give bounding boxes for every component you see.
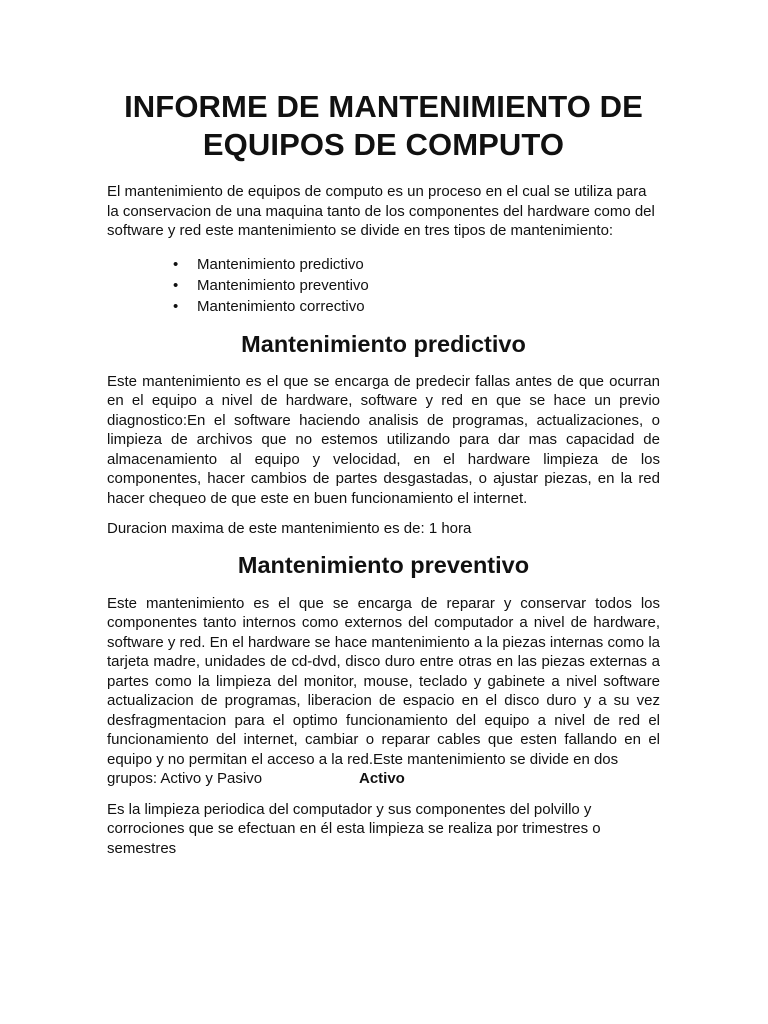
paragraph-line: componentes tanto internos como externos del computador a nivel de hardware, <box>107 614 660 631</box>
document-page <box>107 88 660 858</box>
activo-paragraph <box>107 800 660 859</box>
list-item <box>173 254 660 275</box>
paragraph-line: Este mantenimiento es el que se encarga de predecir fallas antes de que ocurran <box>107 372 660 390</box>
bullet-icon: • <box>173 255 179 273</box>
list-item-label: Mantenimiento predictivo <box>197 255 364 273</box>
duracion-text: Duracion maxima de este mantenimiento es de: 1 hora <box>107 520 472 537</box>
bullet-icon: • <box>173 276 179 294</box>
bullet-icon: • <box>173 297 179 315</box>
paragraph-line: componentes, hacer cambios de partes desgastadas, o ajustar piezas, en la red <box>107 470 660 487</box>
list-item <box>173 296 660 317</box>
paragraph-line: funcionamiento del internet, cambiar o reparar cables que esten fallando en el <box>107 731 660 748</box>
paragraph-line: actualizacion de programas, liberacion de espacio en el disco duro y a su vez <box>107 692 660 709</box>
document-title <box>107 88 660 164</box>
paragraph-line: almacenamiento al equipo y velocidad, en el hardware limpieza de los <box>107 450 660 468</box>
paragraph-line: software y red. En el hardware se hace mantenimiento a la piezas internas como <box>107 633 645 651</box>
paragraph-line: diagnostico:En el software haciendo analisis de programas, actualizaciones, o <box>107 411 660 429</box>
paragraph-line: semestres <box>107 839 177 857</box>
paragraph-line: a partes como la limpieza del monitor, mouse, teclado y gabinete a nivel software <box>107 653 660 690</box>
list-item-label: Mantenimiento correctivo <box>197 297 365 315</box>
paragraph-line: Es la limpieza periodica del computador y sus componentes del polvillo y <box>107 800 592 818</box>
list-item <box>173 275 660 296</box>
document-title-line-2: EQUIPOS DE COMPUTO <box>202 127 565 162</box>
list-item-label: Mantenimiento preventivo <box>197 276 369 294</box>
paragraph-line: limpieza de archivos que no estemos utilizando para dar mas capacidad de <box>107 431 660 448</box>
intro-line: El mantenimiento de equipos de computo es un proceso en el cual se utiliza para <box>107 183 647 200</box>
maintenance-types-list <box>107 254 660 317</box>
paragraph-line: hacer chequeo de que este en buen funcionamiento el internet. <box>107 489 528 507</box>
paragraph-line: en el equipo a nivel de hardware, software y red en que se hace un previo <box>107 392 660 409</box>
document-title-line-1: INFORME DE MANTENIMIENTO DE <box>124 89 643 124</box>
paragraph-line: grupos: Activo y Pasivo <box>107 770 263 787</box>
paragraph-line: corrociones que se efectuan en él esta limpieza se realiza por trimestres o <box>107 820 601 837</box>
paragraph-line: Este mantenimiento es el que se encarga de reparar y conservar todos los <box>107 594 660 612</box>
preventivo-paragraph <box>107 594 660 770</box>
paragraph-line: equipo y no permitan el acceso a la red.Este mantenimiento se divide en dos <box>107 750 619 768</box>
intro-line: la conservacion de una maquina tanto de los componentes del hardware como del <box>107 202 655 220</box>
section-heading-preventivo: Mantenimiento preventivo <box>237 551 530 578</box>
predictivo-paragraph <box>107 372 660 509</box>
subheading-activo: Activo <box>359 770 405 787</box>
intro-line: software y red este mantenimiento se divide en tres tipos de mantenimiento: <box>107 222 614 239</box>
section-heading-predictivo: Mantenimiento predictivo <box>241 330 526 357</box>
paragraph-line: desfragmentacion para el optimo funcionamiento del equipo a nivel de red el <box>107 711 660 729</box>
preventivo-last-line <box>107 769 660 789</box>
paragraph-line: la tarjeta madre, unidades de cd-dvd, disco duro entre otras en las piezas externas <box>107 633 660 670</box>
intro-paragraph <box>107 182 660 241</box>
